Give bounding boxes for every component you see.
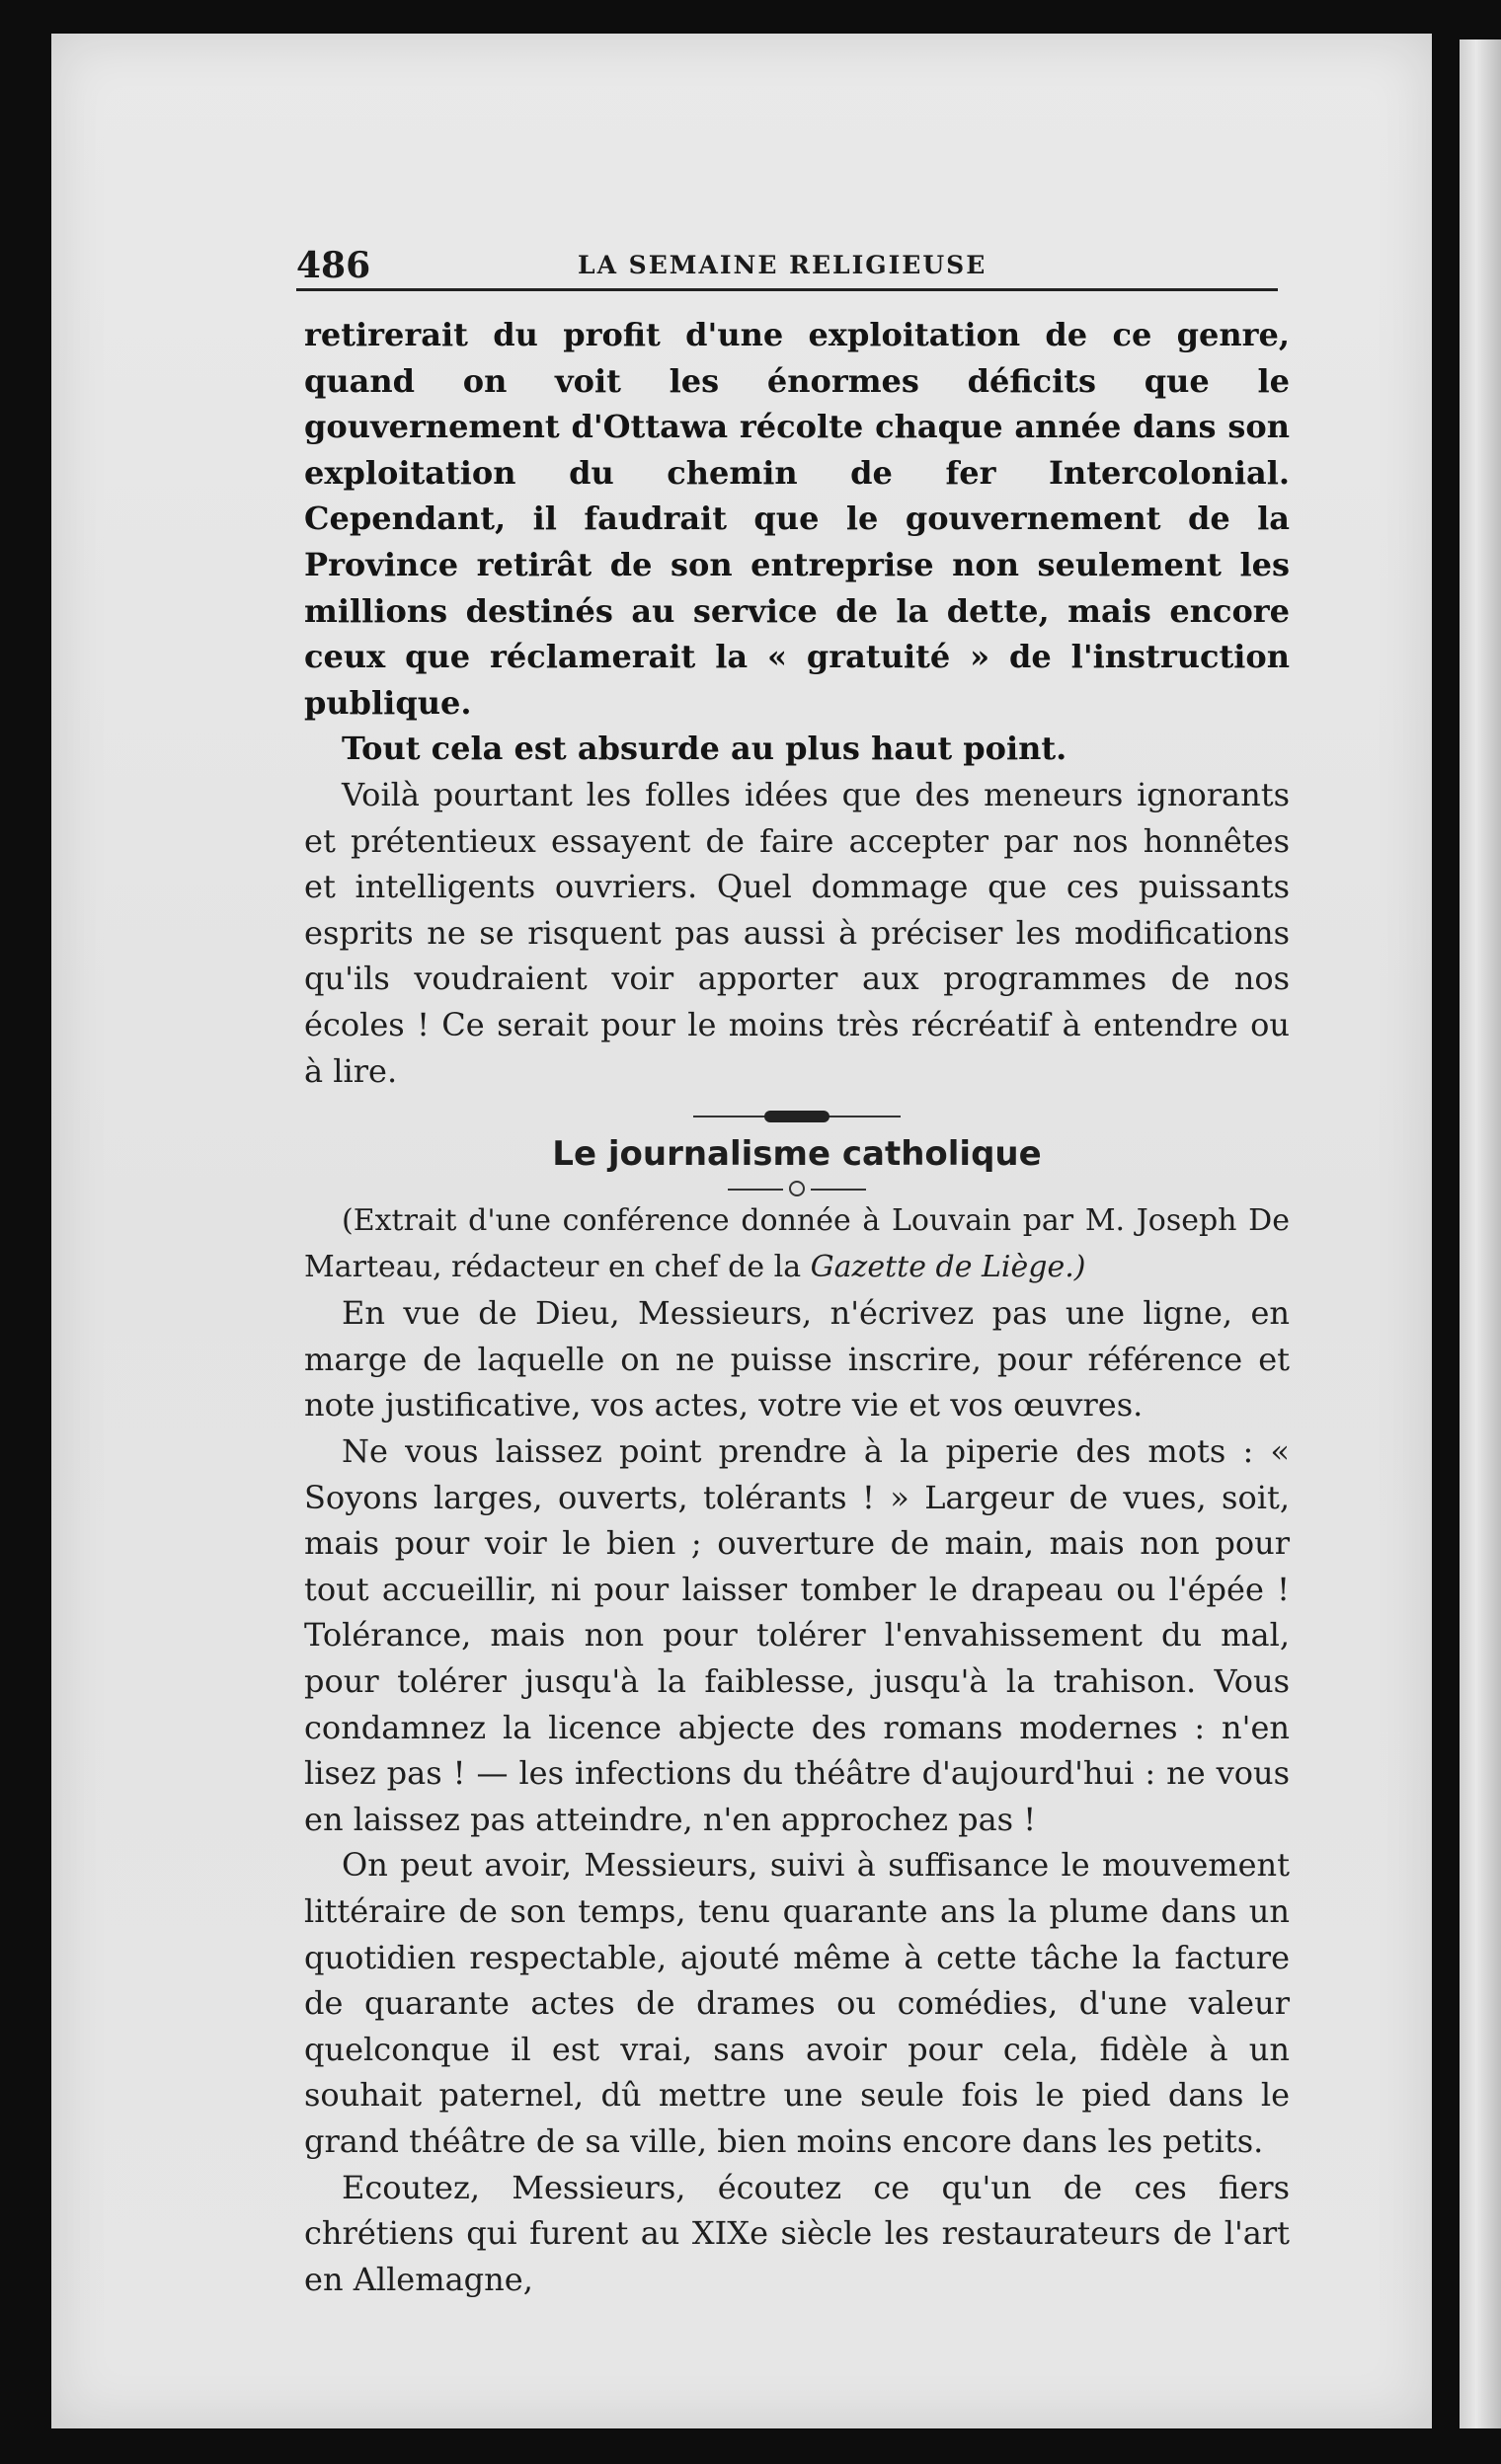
- page-number: 486: [296, 245, 371, 286]
- paragraph: On peut avoir, Messieurs, suivi à suffisance le mouvement littéraire de son temps, tenu quarante ans la plume dans un quotidien respectable, ajouté même à cette tâche la facture de quarante actes de drames ou comédies, d'une valeur quelconque il est vrai, sans avoir pour cela, fidèle à un souhait paternel, dû mettre une seule fois le pied dans le grand théâtre de sa ville, bien moins encore dans les petits.: [304, 1846, 1290, 2160]
- ornamental-divider: [693, 1108, 901, 1125]
- source-note-text: (Extrait d'une conférence donnée à Louvain par M. Joseph De Marteau, rédacteur en chef de la: [304, 1203, 1290, 1284]
- page-body: [304, 312, 1290, 2302]
- source-note-italic: Gazette de Liège.): [810, 1249, 1086, 1284]
- next-page-edge: [1460, 39, 1501, 2428]
- paragraph: En vue de Dieu, Messieurs, n'écrivez pas une ligne, en marge de laquelle on ne puisse inscrire, pour référence et note justificative, vos actes, votre vie et vos œuvres.: [304, 1294, 1290, 1424]
- bold-passage: [304, 312, 1290, 772]
- small-divider: [728, 1179, 866, 1198]
- source-note: [304, 1198, 1290, 1290]
- page-header: [296, 241, 1278, 291]
- paragraph: Tout cela est absurde au plus haut point.: [342, 730, 1067, 768]
- paragraph: Ne vous laissez point prendre à la piperie des mots : « Soyons larges, ouverts, tolérants ! » Largeur de vues, soit, mais pour voir le bien ; ouverture de main, mais non pour tout accueillir, ni pour laisser tomber le drapeau ou l'épée ! Tolérance, mais non pour tolérer l'envahissement du mal, pour tolérer jusqu'à la faiblesse, jusqu'à la trahison. Vous condamnez la licence abjecte des romans modernes : n'en lisez pas ! — les infections du théâtre d'aujourd'hui : ne vous en laissez pas atteindre, n'en approchez pas !: [304, 1432, 1290, 1838]
- paragraph: Voilà pourtant les folles idées que des meneurs ignorants et prétentieux essayent de faire accepter par nos honnêtes et intelligents ouvriers. Quel dommage que ces puissants esprits ne se risquent pas aussi à préciser les modifications qu'ils voudraient voir apporter aux programmes de nos écoles ! Ce serait pour le moins très récréatif à entendre ou à lire.: [304, 775, 1290, 1090]
- section-title: Le journalisme catholique: [552, 1134, 1042, 1175]
- paragraph: Ecoutez, Messieurs, écoutez ce qu'un de ces fiers chrétiens qui furent au XIXe siècle les restaurateurs de l'art en Allemagne,: [304, 2168, 1290, 2298]
- paragraph: retirerait du profit d'une exploitation de ce genre, quand on voit les énormes déficits que le gouvernement d'Ottawa récolte chaque année dans son exploitation du chemin de fer Intercolonial. Cependant, il faudrait que le gouvernement de la Province retirât de son entreprise non seulement les millions destinés au service de la dette, mais encore ceux que réclamerait la « gratuité » de l'instruction publique.: [304, 316, 1290, 722]
- running-title: LA SEMAINE RELIGIEUSE: [578, 251, 988, 279]
